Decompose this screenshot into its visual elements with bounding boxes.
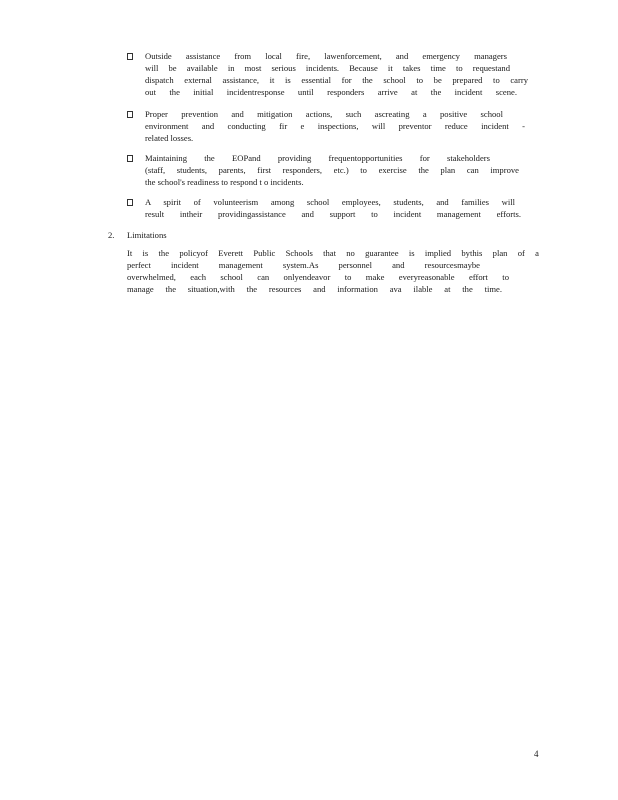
limitations-line-2: perfect incident management system.As personnel and resourcesmaybe	[127, 260, 480, 270]
bullet-1-line-4: out the initial incidentresponse until responders arrive at the incident scene.	[145, 87, 517, 97]
bullet-2-line-1: Proper prevention and mitigation actions, such ascreating a positive school	[145, 109, 503, 119]
limitations-line-4: manage the situation,with the resources and information ava ilable at the time.	[127, 284, 502, 294]
bullet-3-line-2: (staff, students, parents, first responders, etc.) to exercise the plan can improve	[145, 165, 519, 175]
limitations-line-3: overwhelmed, each school can onlyendeavor to make everyreasonable effort to	[127, 272, 509, 282]
bullet-marker	[127, 199, 133, 206]
bullet-4-line-1: A spirit of volunteerism among school employees, students, and families will	[145, 197, 515, 207]
bullet-4-line-2: result intheir providingassistance and support to incident management efforts.	[145, 209, 521, 219]
bullet-1-line-3: dispatch external assistance, it is essential for the school to be prepared to carry	[145, 75, 528, 85]
section-title: Limitations	[127, 230, 167, 240]
section-number: 2.	[108, 230, 115, 240]
bullet-2-line-3: related losses.	[145, 133, 194, 143]
bullet-3-line-3: the school's readiness to respond t o incidents.	[145, 177, 304, 187]
bullet-1-line-2: will be available in most serious incidents. Because it takes time to requestand	[145, 63, 510, 73]
bullet-marker	[127, 111, 133, 118]
bullet-1-line-1: Outside assistance from local fire, lawenforcement, and emergency managers	[145, 51, 507, 61]
page-number: 4	[534, 749, 539, 759]
limitations-line-1: It is the policyof Everett Public Schools that no guarantee is implied bythis plan of a	[127, 248, 539, 258]
bullet-marker	[127, 53, 133, 60]
bullet-2-line-2: environment and conducting fir e inspections, will preventor reduce incident -	[145, 121, 525, 131]
bullet-3-line-1: Maintaining the EOPand providing frequentopportunities for stakeholders	[145, 153, 490, 163]
bullet-marker	[127, 155, 133, 162]
